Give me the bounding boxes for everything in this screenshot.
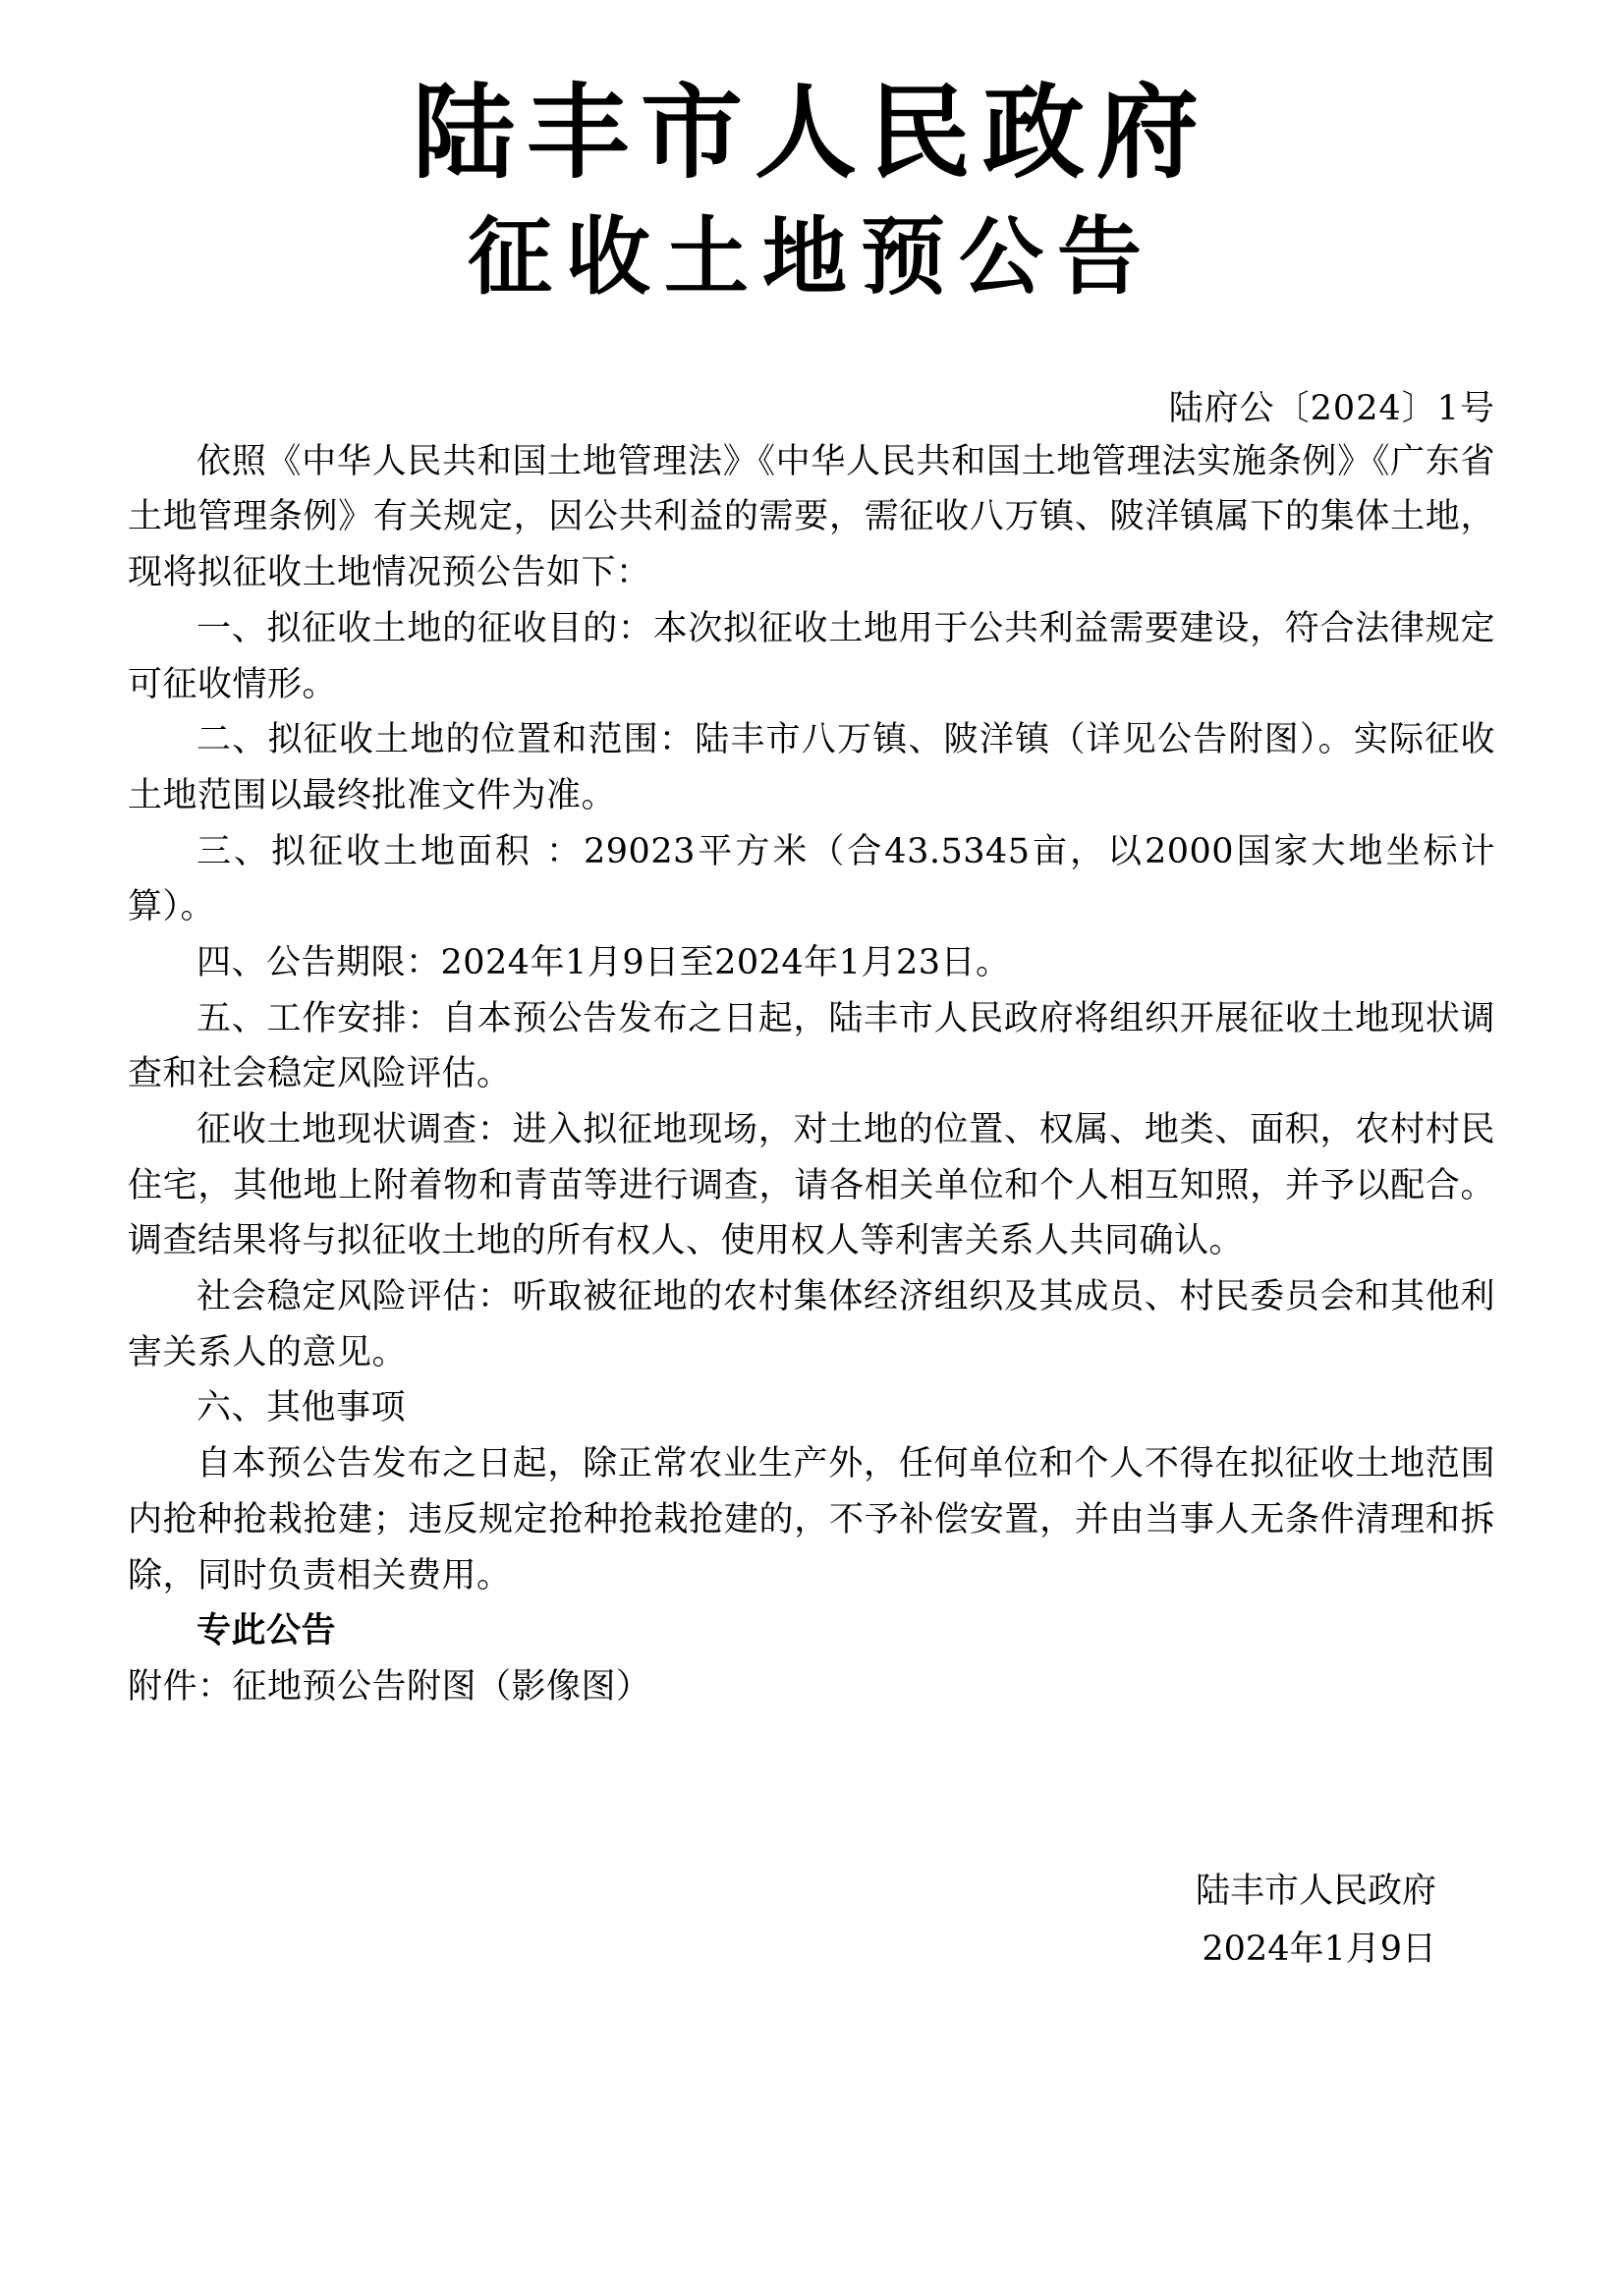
paragraph-item-2: 二、拟征收土地的位置和范围：陆丰市八万镇、陂洋镇（详见公告附图）。实际征收土地范围以最终批准文件为准。	[128, 720, 1495, 815]
paragraph-item-5: 五、工作安排：自本预公告发布之日起，陆丰市人民政府将组织开展征收土地现状调查和社会稳定风险评估。	[128, 998, 1495, 1094]
paragraph-item-1: 一、拟征收土地的征收目的：本次拟征收土地用于公共利益需要建设，符合法律规定可征收情形。	[128, 608, 1495, 704]
document-number: 陆府公〔2024〕1号	[1168, 388, 1495, 428]
paragraph-attachment: 附件：征地预公告附图（影像图）	[128, 1666, 651, 1707]
paragraph-risk-assessment: 社会稳定风险评估：听取被征地的农村集体经济组织及其成员、村民委员会和其他利害关系人的意见。	[128, 1277, 1495, 1372]
page-title-primary: 陆丰市人民政府	[412, 72, 1210, 193]
signature-organization: 陆丰市人民政府	[1195, 1871, 1436, 1911]
paragraph-item-6: 六、其他事项	[196, 1388, 407, 1428]
document-title-block	[128, 69, 1495, 312]
signature-block	[128, 1863, 1495, 1980]
paragraph-intro: 依照《中华人民共和国土地管理法》《中华人民共和国土地管理法实施条例》《广东省土地管理条例》有关规定，因公共利益的需要，需征收八万镇、陂洋镇属下的集体土地，现将拟征收土地情况预公告如下：	[128, 441, 1495, 593]
paragraph-survey: 征收土地现状调查：进入拟征地现场，对土地的位置、权属、地类、面积，农村村民住宅，其他地上附着物和青苗等进行调查，请各相关单位和个人相互知照，并予以配合。调查结果将与拟征收土地的所有权人、使用权人等利害关系人共同确认。	[128, 1110, 1495, 1261]
paragraph-item-3: 三、拟征收土地面积 ：29023平方米（合43.5345亩，以2000国家大地坐标计算）。	[128, 831, 1495, 927]
paragraph-item-4: 四、公告期限：2024年1月9日至2024年1月23日。	[196, 942, 1011, 982]
paragraph-other-matters: 自本预公告发布之日起，除正常农业生产外，任何单位和个人不得在拟征收土地范围内抢种抢栽抢建；违反规定抢种抢栽抢建的，不予补偿安置，并由当事人无条件清理和拆除，同时负责相关费用。	[128, 1444, 1495, 1596]
page-title-secondary: 征收土地预公告	[468, 207, 1155, 307]
paragraph-closing: 专此公告	[196, 1610, 337, 1652]
signature-date: 2024年1月9日	[1202, 1930, 1436, 1970]
document-body	[128, 434, 1495, 1715]
